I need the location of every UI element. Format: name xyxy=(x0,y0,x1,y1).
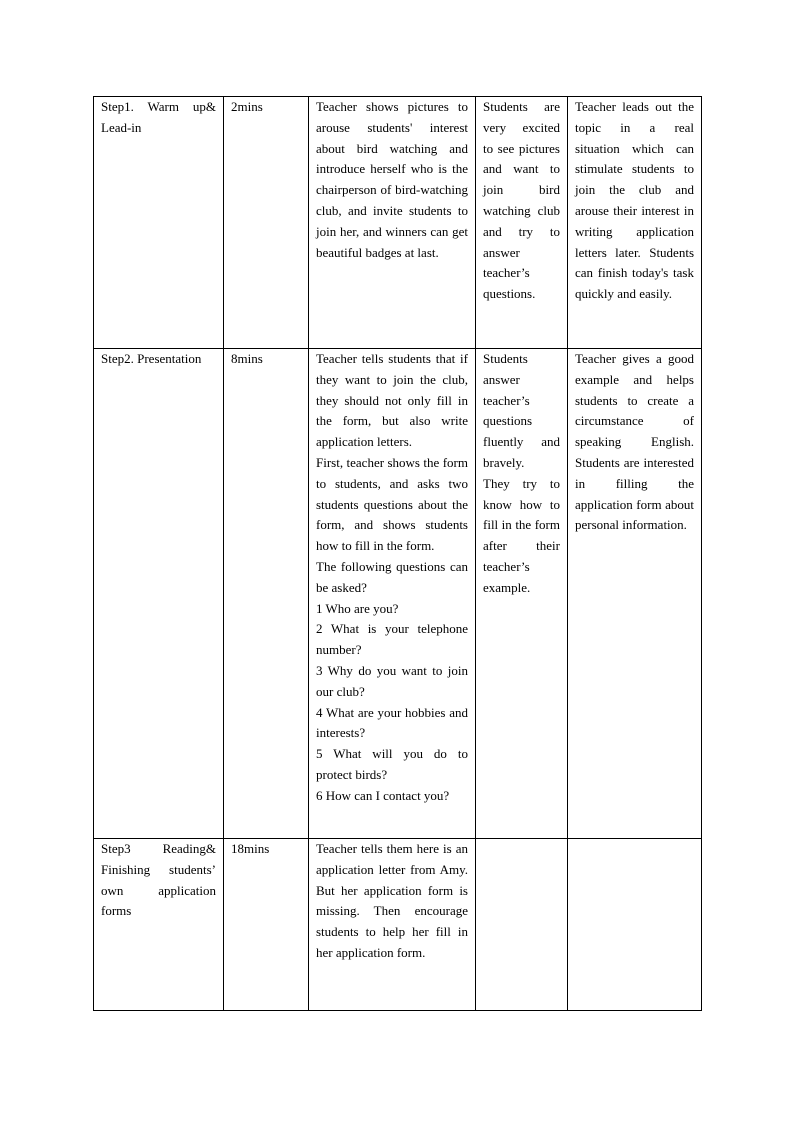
teacher-activity-cell: Teacher shows pictures to arouse students' interest about bird watching and introduce herself who is the chairperson of bird-watching club, and invite students to join her, and winners can get beautiful badges at last. xyxy=(309,97,476,349)
step-cell: Step1. Warm up& Lead-in xyxy=(94,97,224,349)
table-row xyxy=(94,349,702,839)
time-cell: 18mins xyxy=(224,839,309,1011)
purpose-cell: Teacher gives a good example and helps students to create a circumstance of speaking English. Students are interested in filling the application form about personal information. xyxy=(568,349,702,839)
student-activity-cell xyxy=(476,839,568,1011)
time-cell: 8mins xyxy=(224,349,309,839)
table-row xyxy=(94,839,702,1011)
lesson-plan-table xyxy=(93,96,702,1011)
purpose-cell: Teacher leads out the topic in a real situation which can stimulate students to join the club and arouse their interest in writing application letters later. Students can finish today's task quickly and easily. xyxy=(568,97,702,349)
step-cell: Step2. Presentation xyxy=(94,349,224,839)
time-cell: 2mins xyxy=(224,97,309,349)
teacher-activity-cell: Teacher tells them here is an application letter from Amy. But her application form is missing. Then encourage students to help her fill in her application form. xyxy=(309,839,476,1011)
student-activity-cell: Students answer teacher’s questions fluently and bravely. They try to know how to fill in the form after their teacher’s example. xyxy=(476,349,568,839)
teacher-activity-cell: Teacher tells students that if they want to join the club, they should not only fill in the form, but also write application letters. First, teacher shows the form to students, and asks two students questions about the form, and shows students how to fill in the form. The following questions can be asked? 1 Who are you? 2 What is your telephone number? 3 Why do you want to join our club? 4 What are your hobbies and interests? 5 What will you do to protect birds? 6 How can I contact you? xyxy=(309,349,476,839)
table-row xyxy=(94,97,702,349)
purpose-cell xyxy=(568,839,702,1011)
student-activity-cell: Students are very excited to see pictures and want to join bird watching club and try to answer teacher’s questions. xyxy=(476,97,568,349)
step-cell: Step3 Reading& Finishing students’ own application forms xyxy=(94,839,224,1011)
